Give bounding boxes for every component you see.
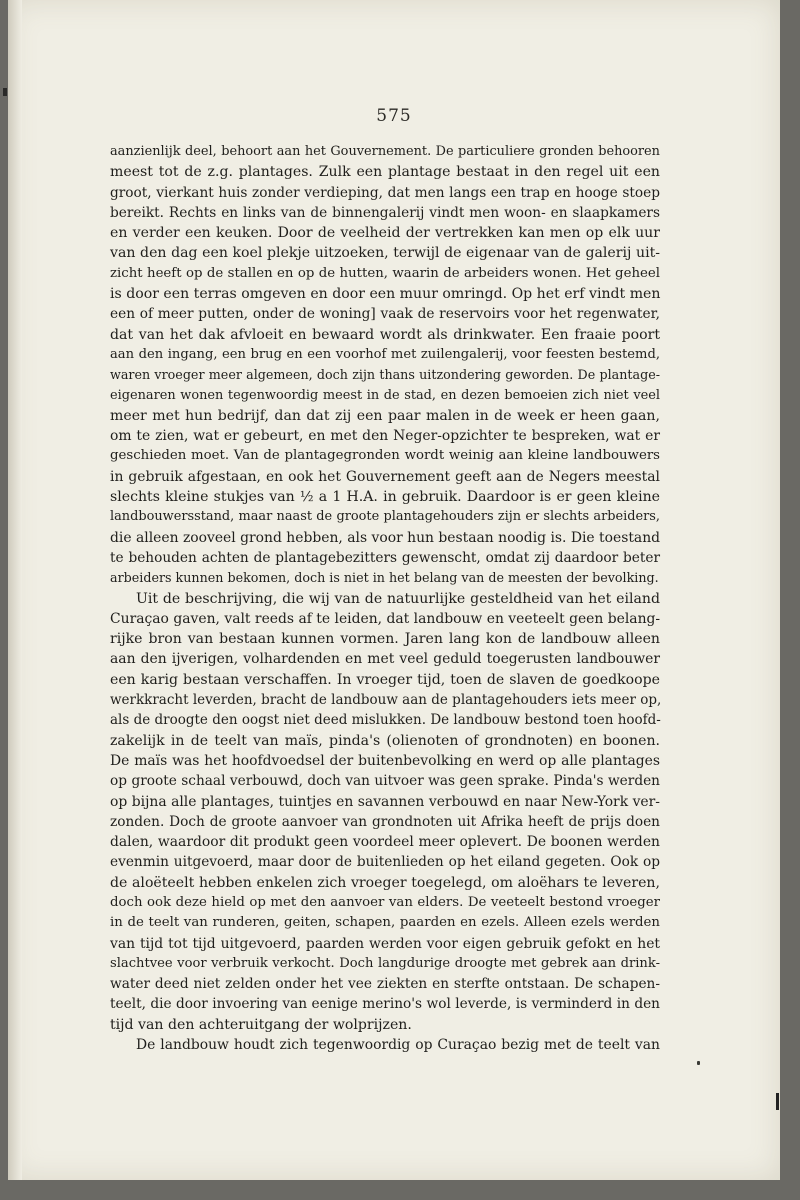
page-gutter-shadow	[8, 0, 22, 1180]
text-line: aan den ingang, een brug en een voorhof met zuilengalerij, voor feesten bestemd,	[110, 346, 660, 362]
text-line: slachtvee voor verbruik verkocht. Doch langdurige droogte met gebrek aan drink-	[110, 955, 660, 971]
text-line: op groote schaal verbouwd, doch van uitvoer was geen sprake. Pinda's werden	[110, 773, 660, 790]
text-line: op bijna alle plantages, tuintjes en savannen verbouwd en naar New-York ver-	[110, 793, 660, 810]
text-line: dat van het dak afvloeit en bewaard wordt als drinkwater. Een fraaie poort	[110, 326, 660, 343]
text-line: de aloëteelt hebben enkelen zich vroeger toegelegd, om aloëhars te leveren,	[110, 874, 660, 891]
text-line: zakelijk in de teelt van maïs, pinda's (olienoten of grondnoten) en boonen.	[110, 732, 660, 749]
text-line: bereikt. Rechts en links van de binnengalerij vindt men woon- en slaapkamers	[110, 204, 660, 221]
scan-edge-mark	[3, 88, 7, 96]
text-line: van tijd tot tijd uitgevoerd, paarden werden voor eigen gebruik gefokt en het	[110, 935, 660, 952]
text-line: een of meer putten, onder de woning] vaak de reservoirs voor het regenwater,	[110, 306, 660, 323]
text-line: De maïs was het hoofdvoedsel der buitenbevolking en werd op alle plantages	[110, 752, 660, 769]
text-line: rijke bron van bestaan kunnen vormen. Jaren lang kon de landbouw alleen	[110, 631, 660, 648]
text-line: waren vroeger meer algemeen, doch zijn thans uitzondering geworden. De plantage-	[110, 367, 660, 383]
text-line: in gebruik afgestaan, en ook het Gouvernement geeft aan de Negers meestal	[110, 468, 660, 485]
text-line: aan den ijverigen, volhardenden en met veel geduld toegerusten landbouwer	[110, 651, 660, 668]
text-line: aanzienlijk deel, behoort aan het Gouvernement. De particuliere gronden behooren	[110, 144, 660, 159]
text-line: tijd van den achteruitgang der wolprijzen.	[110, 1016, 412, 1033]
page-number: 575	[376, 106, 412, 126]
text-line: zicht heeft op de stallen en op de hutten, waarin de arbeiders wonen. Het geheel	[110, 265, 660, 281]
text-line: om te zien, wat er gebeurt, en met den Neger-opzichter te bespreken, wat er	[110, 428, 660, 445]
text-line: van den dag een koel plekje uitzoeken, terwijl de eigenaar van de galerij uit-	[110, 245, 660, 262]
text-line: landbouwersstand, maar naast de groote plantagehouders zijn er slechts arbeiders,	[110, 509, 660, 525]
text-line: groot, vierkant huis zonder verdieping, dat men langs een trap en hooge stoep	[110, 184, 660, 201]
text-line: een karig bestaan verschaffen. In vroeger tijd, toen de slaven de goedkoope	[110, 671, 660, 688]
text-line: dalen, waardoor dit produkt geen voordeel meer oplevert. De boonen werden	[110, 834, 660, 851]
text-line: is door een terras omgeven en door een muur omringd. Op het erf vindt men	[110, 286, 661, 303]
text-line: als de droogte den oogst niet deed mislukken. De landbouw bestond toen hoofd-	[110, 712, 661, 729]
text-line: water deed niet zelden onder het vee ziekten en sterfte ontstaan. De schapen-	[110, 976, 660, 993]
text-line: Uit de beschrijving, die wij van de natuurlijke gesteldheid van het eiland	[136, 590, 660, 607]
text-line: doch ook deze hield op met den aanvoer van elders. De veeteelt bestond vroeger	[110, 894, 660, 910]
book-page	[8, 0, 780, 1180]
text-line: in de teelt van runderen, geiten, schapen, paarden en ezels. Alleen ezels werden	[110, 915, 660, 931]
text-line: zonden. Doch de groote aanvoer van grondnoten uit Afrika heeft de prijs doen	[110, 813, 660, 830]
text-line: Curaçao gaven, valt reeds af te leiden, dat landbouw en veeteelt geen belang-	[110, 610, 661, 627]
ink-mark	[776, 1093, 779, 1110]
text-line: werkkracht leverden, bracht de landbouw aan de plantagehouders iets meer op,	[110, 692, 662, 709]
text-line: eigenaren wonen tegenwoordig meest in de stad, en dezen bemoeien zich niet veel	[110, 387, 660, 403]
body-text	[110, 142, 660, 1055]
text-line: meer met hun bedrijf, dan dat zij een paar malen in de week er heen gaan,	[110, 407, 660, 424]
text-line: slechts kleine stukjes van ½ a 1 H.A. in gebruik. Daardoor is er geen kleine	[110, 489, 660, 506]
text-line: geschieden moet. Van de plantagegronden wordt weinig aan kleine landbouwers	[110, 448, 660, 464]
text-line: meest tot de z.g. plantages. Zulk een plantage bestaat in den regel uit een	[110, 164, 660, 181]
text-line: evenmin uitgevoerd, maar door de buitenlieden op het eiland gegeten. Ook op	[110, 854, 660, 871]
text-line: die alleen zooveel grond hebben, als voor hun bestaan noodig is. Die toestand	[110, 529, 661, 546]
text-line: De landbouw houdt zich tegenwoordig op Curaçao bezig met de teelt van	[136, 1037, 660, 1054]
text-line: teelt, die door invoering van eenige merino's wol leverde, is verminderd in den	[110, 996, 660, 1013]
ink-speck	[697, 1061, 700, 1065]
text-line: en verder een keuken. Door de veelheid der vertrekken kan men op elk uur	[110, 225, 660, 242]
text-line: arbeiders kunnen bekomen, doch is niet in het belang van de meesten der bevolking.	[110, 570, 659, 586]
text-line: te behouden achten de plantagebezitters gewenscht, omdat zij daardoor beter	[110, 549, 660, 566]
